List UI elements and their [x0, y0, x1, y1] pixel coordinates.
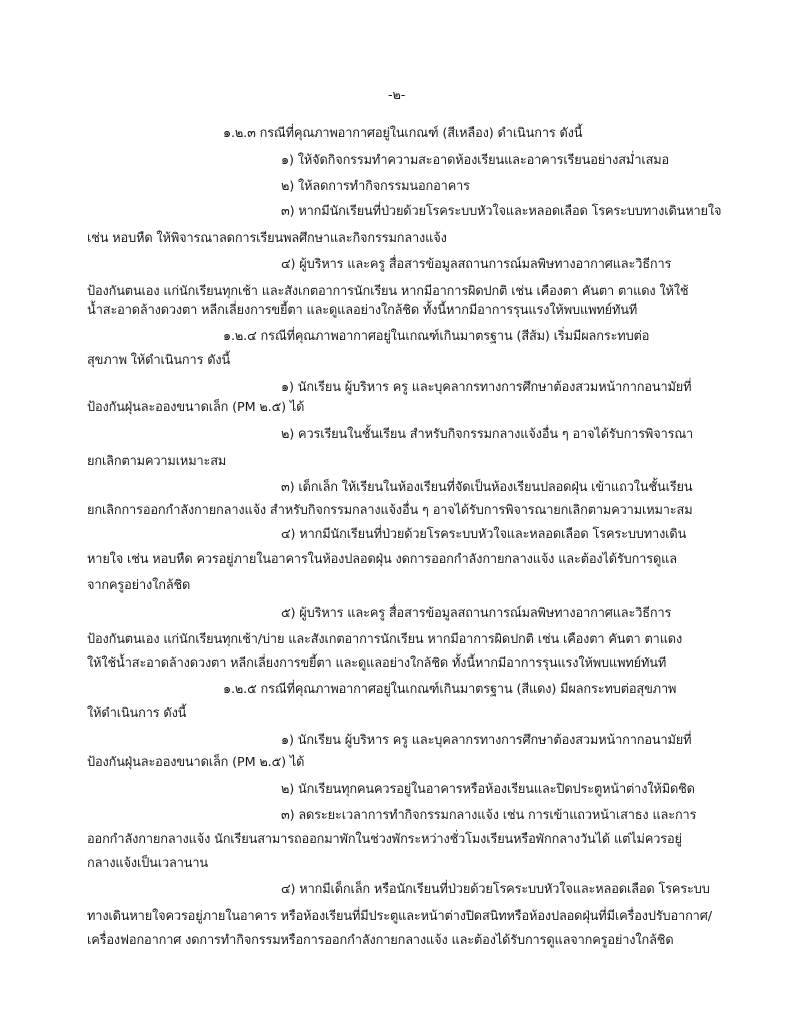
text-line: สุขภาพ ให้ดำเนินการ ดังนี้ — [87, 353, 231, 368]
text-line: ป้องกันตนเอง แก่นักเรียนทุกเช้า และสังเกตอาการนักเรียน หากมีอาการผิดปกติ เช่น เคืองตา คันตา ตาแดง ให้ใช้ — [87, 284, 689, 299]
text-line: ๑) ให้จัดกิจกรรมทำความสะอาดห้องเรียนและอาคารเรียนอย่างสม่ำเสมอ — [281, 153, 670, 168]
page-number: -๒- — [388, 88, 406, 103]
text-line: ป้องกันฝุ่นละอองขนาดเล็ก (PM ๒.๕) ได้ — [87, 755, 305, 770]
text-line: ให้ใช้น้ำสะอาดล้างดวงตา หลีกเลี่ยงการขยี้ตา และดูแลอย่างใกล้ชิด ทั้งนี้หากมีอาการรุนแรงให้พบแพทย์ทันที — [87, 656, 667, 671]
text-line: ๓) หากมีนักเรียนที่ป่วยด้วยโรคระบบหัวใจและหลอดเลือด โรคระบบทางเดินหายใจ — [281, 204, 722, 219]
text-line: หายใจ เช่น หอบหืด ควรอยู่ภายในอาคารในห้องปลอดฝุ่น งดการออกกำลังกายกลางแจ้ง และต้องได้รับการดูแล — [87, 552, 677, 567]
text-line: น้ำสะอาดล้างดวงตา หลีกเลี่ยงการขยี้ตา และดูแลอย่างใกล้ชิด ทั้งนี้หากมีอาการรุนแรงให้พบแพทย์ทันที — [87, 303, 638, 318]
text-line: ๓) ลดระยะเวลาการทำกิจกรรมกลางแจ้ง เช่น การเข้าแถวหน้าเสาธง และการ — [281, 808, 697, 823]
heading-1-2-5: ๑.๒.๕ กรณีที่คุณภาพอากาศอยู่ในเกณฑ์เกินมาตรฐาน (สีแดง) มีผลกระทบต่อสุขภาพ — [223, 682, 677, 697]
text-line: ๒) นักเรียนทุกคนควรอยู่ในอาคารหรือห้องเรียนและปิดประตูหน้าต่างให้มิดชิด — [281, 782, 695, 797]
text-line: ให้ดำเนินการ ดังนี้ — [87, 706, 187, 721]
text-line: จากครูอย่างใกล้ชิด — [87, 578, 191, 593]
text-line: ๔) ผู้บริหาร และครู สื่อสารข้อมูลสถานการณ์มลพิษทางอากาศและวิธีการ — [281, 257, 672, 272]
text-line: กลางแจ้งเป็นเวลานาน — [87, 856, 208, 871]
text-line: ๒) ให้ลดการทำกิจกรรมนอกอาคาร — [281, 179, 470, 194]
text-line: ทางเดินหายใจควรอยู่ภายในอาคาร หรือห้องเรียนที่มีประตูและหน้าต่างปิดสนิทหรือห้องปลอดฝุ่นที่มีเครื่องปรับอากาศ/ — [87, 909, 712, 924]
text-line: เครื่องฟอกอากาศ งดการทำกิจกรรมหรือการออกกำลังกายกลางแจ้ง และต้องได้รับการดูแลจากครูอย่างใกล้ชิด — [87, 933, 674, 948]
text-line: ๑) นักเรียน ผู้บริหาร ครู และบุคลากรทางการศึกษาต้องสวมหน้ากากอนามัยที่ — [281, 733, 692, 748]
text-line: ยกเลิกการออกกำลังกายกลางแจ้ง สำหรับกิจกรรมกลางแจ้งอื่น ๆ อาจได้รับการพิจารณายกเลิกตามความเหมาะสม — [87, 503, 693, 518]
text-line: ๑) นักเรียน ผู้บริหาร ครู และบุคลากรทางการศึกษาต้องสวมหน้ากากอนามัยที่ — [281, 380, 692, 395]
heading-1-2-4: ๑.๒.๔ กรณีที่คุณภาพอากาศอยู่ในเกณฑ์เกินมาตรฐาน (สีส้ม) เริ่มมีผลกระทบต่อ — [223, 329, 650, 344]
text-line: ๔) หากมีนักเรียนที่ป่วยด้วยโรคระบบหัวใจและหลอดเลือด โรคระบบทางเดิน — [281, 527, 687, 542]
text-line: ออกกำลังกายกลางแจ้ง นักเรียนสามารถออกมาพักในช่วงพักระหว่างชั่วโมงเรียนหรือพักกลางวันได้ แต่ไม่ควรอยู่ — [87, 832, 682, 847]
text-line: ๔) หากมีเด็กเล็ก หรือนักเรียนที่ป่วยด้วยโรคระบบหัวใจและหลอดเลือด โรคระบบ — [281, 882, 710, 897]
text-line: ป้องกันฝุ่นละอองขนาดเล็ก (PM ๒.๕) ได้ — [87, 400, 305, 415]
text-line: ป้องกันตนเอง แก่นักเรียนทุกเช้า/บ่าย และสังเกตอาการนักเรียน หากมีอาการผิดปกติ เช่น เคืองตา คันตา ตาแดง — [87, 632, 683, 647]
heading-1-2-3: ๑.๒.๓ กรณีที่คุณภาพอากาศอยู่ในเกณฑ์ (สีเหลือง) ดำเนินการ ดังนี้ — [223, 126, 583, 141]
text-line: ๓) เด็กเล็ก ให้เรียนในห้องเรียนที่จัดเป็นห้องเรียนปลอดฝุ่น เข้าแถวในชั้นเรียน — [281, 480, 693, 495]
text-line: ยกเลิกตามความเหมาะสม — [87, 454, 227, 469]
text-line: ๕) ผู้บริหาร และครู สื่อสารข้อมูลสถานการณ์มลพิษทางอากาศและวิธีการ — [281, 606, 672, 621]
text-line: ๒) ควรเรียนในชั้นเรียน สำหรับกิจกรรมกลางแจ้งอื่น ๆ อาจได้รับการพิจารณา — [281, 427, 694, 442]
text-line: เช่น หอบหืด ให้พิจารณาลดการเรียนพลศึกษาและกิจกรรมกลางแจ้ง — [87, 231, 447, 246]
